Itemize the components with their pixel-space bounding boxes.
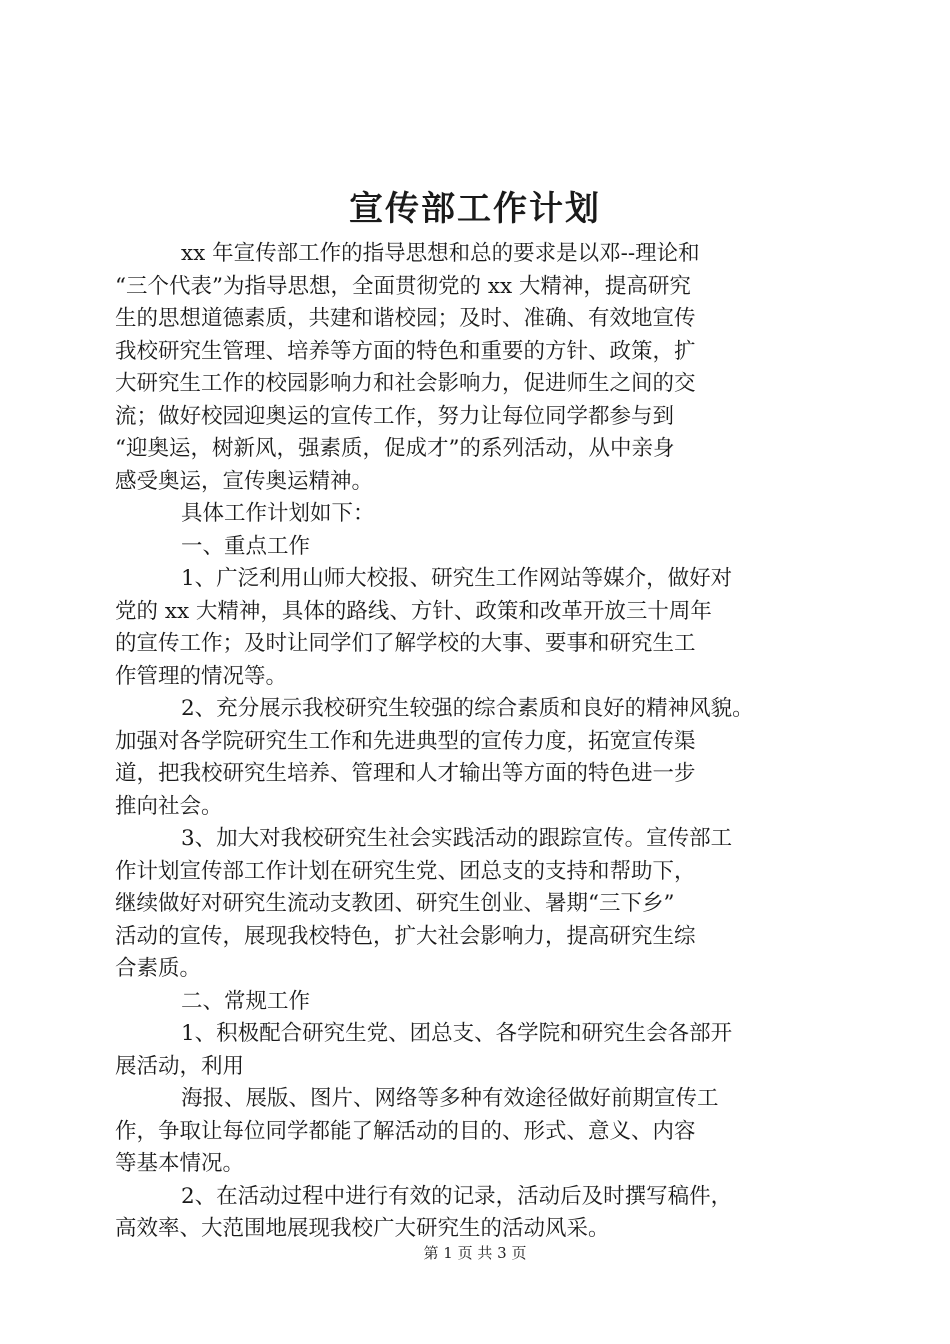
body-line: 作管理的情况等。: [115, 663, 288, 689]
body-line: 具体工作计划如下：: [181, 501, 375, 526]
body-line: 等基本情况。: [115, 1151, 245, 1176]
body-line: “三个代表”为指导思想，全面贯彻党的 xx 大精神，提高研究: [115, 273, 691, 299]
body-line: 3、加大对我校研究生社会实践活动的跟踪宣传。宣传部工: [181, 826, 733, 851]
body-line: 作，争取让每位同学都能了解活动的目的、形式、意义、内容: [115, 1118, 696, 1144]
body-line: 1、广泛利用山师大校报、研究生工作网站等媒介，做好对: [181, 566, 733, 591]
body-line: 生的思想道德素质，共建和谐校园；及时、准确、有效地宣传: [115, 306, 696, 331]
body-line: 海报、展版、图片、网络等多种有效途径做好前期宣传工: [181, 1086, 719, 1111]
body-line: 道，把我校研究生培养、管理和人才输出等方面的特色进一步: [115, 761, 696, 786]
body-line: 作计划宣传部工作计划在研究生党、团总支的支持和帮助下，: [115, 858, 696, 884]
body-line: 高效率、大范围地展现我校广大研究生的活动风采。: [115, 1216, 610, 1241]
body-line: 活动的宣传，展现我校特色，扩大社会影响力，提高研究生综: [115, 923, 696, 949]
body-line: 合素质。: [115, 956, 202, 981]
body-line: 继续做好对研究生流动支教团、研究生创业、暑期“三下乡”: [115, 891, 675, 916]
body-line: 加强对各学院研究生工作和先进典型的宣传力度，拓宽宣传渠: [115, 728, 696, 754]
body-line: 的宣传工作；及时让同学们了解学校的大事、要事和研究生工: [115, 631, 696, 656]
body-line: 一、重点工作: [181, 533, 311, 559]
body-line: 2、充分展示我校研究生较强的综合素质和良好的精神风貌。: [181, 696, 754, 721]
body-line: 感受奥运，宣传奥运精神。: [115, 468, 374, 494]
body-line: 推向社会。: [115, 793, 223, 819]
body-line: 我校研究生管理、培养等方面的特色和重要的方针、政策，扩: [115, 338, 696, 364]
document-body: [115, 238, 835, 1246]
body-line: “迎奥运，树新风，强素质，促成才”的系列活动，从中亲身: [115, 436, 675, 461]
body-line: 1、积极配合研究生党、团总支、各学院和研究生会各部开: [181, 1021, 733, 1046]
body-line: 流；做好校园迎奥运的宣传工作，努力让每位同学都参与到: [115, 403, 675, 429]
page-footer: 第 1 页 共 3 页: [423, 1244, 527, 1262]
body-line: 2、在活动过程中进行有效的记录，活动后及时撰写稿件，: [181, 1183, 733, 1209]
body-line: 党的 xx 大精神，具体的路线、方针、政策和改革开放三十周年: [115, 598, 712, 624]
body-line: xx 年宣传部工作的指导思想和总的要求是以邓--理论和: [181, 241, 700, 266]
page-title: 宣传部工作计划: [349, 189, 601, 229]
body-line: 大研究生工作的校园影响力和社会影响力，促进师生之间的交: [115, 371, 696, 396]
body-line: 二、常规工作: [181, 988, 311, 1014]
body-line: 展活动，利用: [115, 1053, 245, 1079]
